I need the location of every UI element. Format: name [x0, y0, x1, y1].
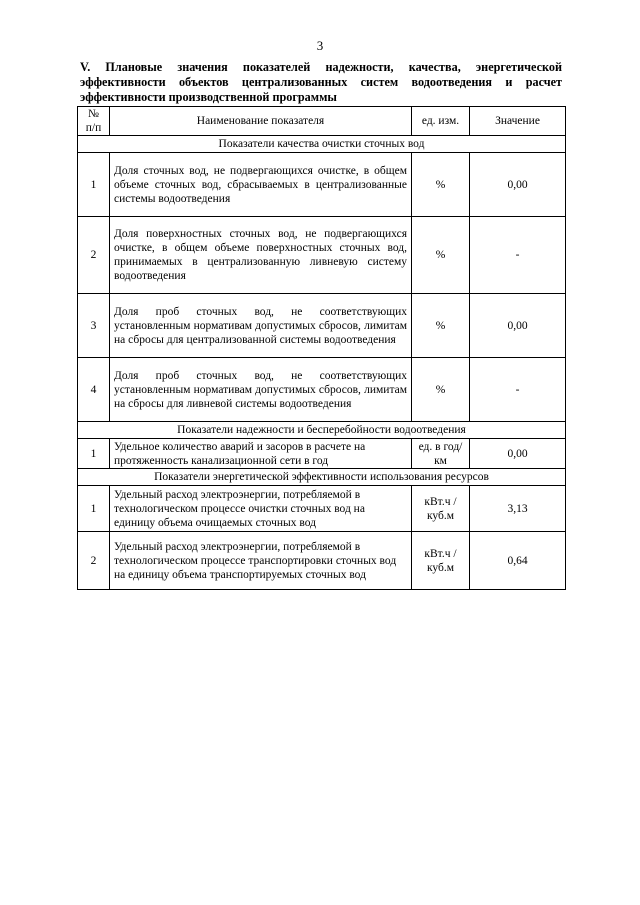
row-unit: %	[412, 153, 470, 217]
table-row	[78, 532, 566, 590]
indicators-table	[77, 106, 566, 590]
row-value: -	[470, 217, 566, 294]
section-heading: V. Плановые значения показателей надежности, качества, энергетической эффективности объектов централизованных систем водоотведения и расчет эффективности производственной программы	[80, 60, 562, 104]
table-header	[78, 107, 566, 136]
table-row	[78, 358, 566, 422]
row-value: 0,00	[470, 153, 566, 217]
table-row	[78, 294, 566, 358]
row-num: 2	[78, 532, 110, 590]
row-unit: %	[412, 294, 470, 358]
section-row	[78, 422, 566, 439]
row-unit: ед. в год/ км	[412, 439, 470, 469]
row-num: 4	[78, 358, 110, 422]
table-row	[78, 486, 566, 532]
table-row	[78, 217, 566, 294]
row-name: Удельный расход электроэнергии, потребляемой в технологическом процессе очистки сточных вод на единицу объема очищаемых сточных вод	[110, 486, 412, 532]
table-row	[78, 439, 566, 469]
row-num: 1	[78, 439, 110, 469]
row-num: 1	[78, 486, 110, 532]
header-num: № п/п	[78, 107, 110, 136]
row-name: Удельное количество аварий и засоров в расчете на протяженность канализационной сети в год	[110, 439, 412, 469]
page-number: 3	[316, 38, 324, 53]
row-num: 3	[78, 294, 110, 358]
row-name: Доля проб сточных вод, не соответствующих установленным нормативам допустимых сбросов, лимитам на сбросы для ливневой системы водоотведения	[110, 358, 412, 422]
section-title: Показатели энергетической эффективности использования ресурсов	[78, 469, 566, 486]
row-num: 1	[78, 153, 110, 217]
row-unit: %	[412, 358, 470, 422]
header-name: Наименование показателя	[110, 107, 412, 136]
section-row	[78, 469, 566, 486]
row-unit: %	[412, 217, 470, 294]
header-value: Значение	[470, 107, 566, 136]
row-value: 0,00	[470, 439, 566, 469]
row-name: Доля сточных вод, не подвергающихся очистке, в общем объеме сточных вод, сбрасываемых в централизованные системы водоотведения	[110, 153, 412, 217]
row-name: Доля поверхностных сточных вод, не подвергающихся очистке, в общем объеме поверхностных сточных вод, принимаемых в централизованную ливневую систему водоотведения	[110, 217, 412, 294]
row-value: 3,13	[470, 486, 566, 532]
table-row	[78, 153, 566, 217]
header-unit: ед. изм.	[412, 107, 470, 136]
row-value: 0,64	[470, 532, 566, 590]
row-num: 2	[78, 217, 110, 294]
row-name: Доля проб сточных вод, не соответствующих установленным нормативам допустимых сбросов, лимитам на сбросы для централизованной системы водоотведения	[110, 294, 412, 358]
section-row	[78, 136, 566, 153]
row-value: 0,00	[470, 294, 566, 358]
section-title: Показатели качества очистки сточных вод	[78, 136, 566, 153]
row-unit: кВт.ч / куб.м	[412, 486, 470, 532]
section-title: Показатели надежности и бесперебойности водоотведения	[78, 422, 566, 439]
row-name: Удельный расход электроэнергии, потребляемой в технологическом процессе транспортировки сточных вод на единицу объема транспортируемых сточных вод	[110, 532, 412, 590]
row-unit: кВт.ч / куб.м	[412, 532, 470, 590]
row-value: -	[470, 358, 566, 422]
